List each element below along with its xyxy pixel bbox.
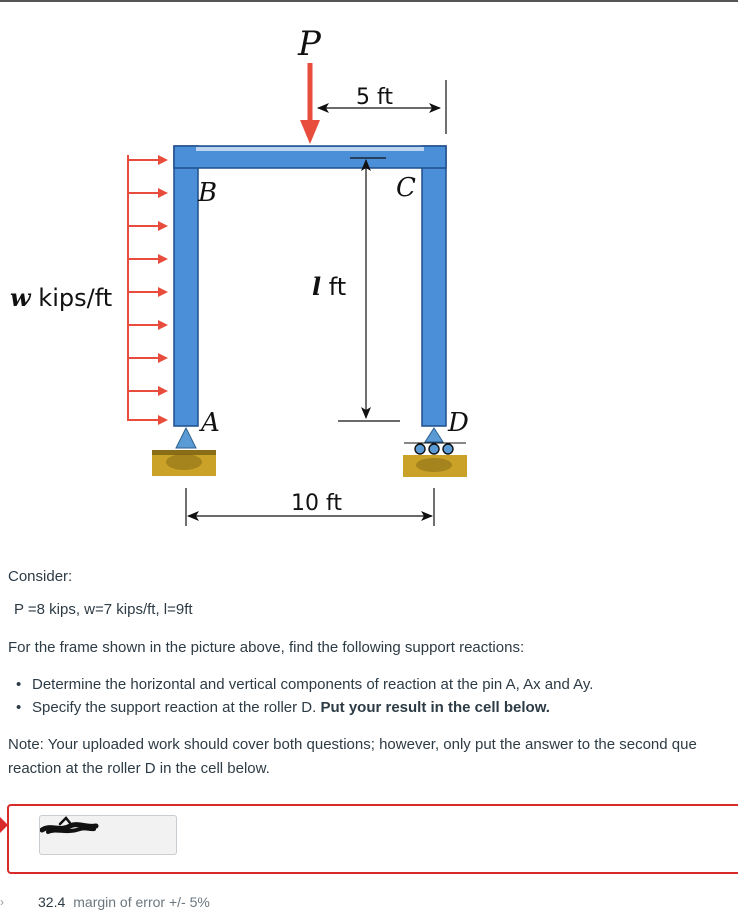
question-item-text: Determine the horizontal and vertical components of reaction at the pin A, Ax and Ay. [32, 676, 594, 693]
load-p-label: P [298, 24, 321, 64]
margin-of-error-text: margin of error +/- 5% [73, 894, 210, 910]
dimension-10ft [186, 488, 434, 526]
height-label [312, 272, 346, 301]
correct-answer-value: 32.4 [38, 894, 66, 910]
note-line-2: reaction at the roller D in the cell below. [8, 760, 270, 777]
w-units: kips/ft [30, 284, 113, 312]
question-list [14, 676, 593, 722]
question-item [14, 676, 593, 699]
node-c-label: C [396, 173, 416, 203]
given-values: P =8 kips, w=7 kips/ft, l=9ft [14, 601, 193, 618]
dimension-5ft-label: 5 ft [356, 85, 393, 110]
w-symbol: w [10, 283, 31, 312]
node-a-label: A [201, 408, 220, 438]
dimension-height [338, 158, 400, 421]
right-column [422, 146, 446, 426]
question-item [14, 699, 593, 722]
redacted-scribble [40, 814, 100, 838]
l-symbol: l [312, 272, 322, 301]
node-b-label: B [198, 178, 218, 208]
correct-answer-row [38, 894, 210, 910]
question-intro: For the frame shown in the picture above, find the following support reactions: [8, 639, 525, 656]
distributed-load [128, 155, 166, 421]
distributed-load-label [10, 283, 112, 312]
note-line-1: Note: Your uploaded work should cover both questions; however, only put the answer to the second que [8, 736, 697, 753]
consider-label: Consider: [8, 568, 73, 585]
node-d-label: D [448, 408, 469, 438]
question-item-text: Specify the support reaction at the roller D. [32, 699, 321, 716]
dimension-10ft-label: 10 ft [291, 491, 342, 516]
dimension-5ft [318, 80, 446, 134]
left-column [174, 146, 198, 426]
point-load-arrow [300, 63, 320, 144]
question-item-emphasis: Put your result in the cell below. [320, 699, 550, 716]
collapse-chevron-icon[interactable]: › [0, 895, 4, 909]
l-units: ft [321, 273, 347, 301]
beam-highlight [196, 147, 424, 151]
